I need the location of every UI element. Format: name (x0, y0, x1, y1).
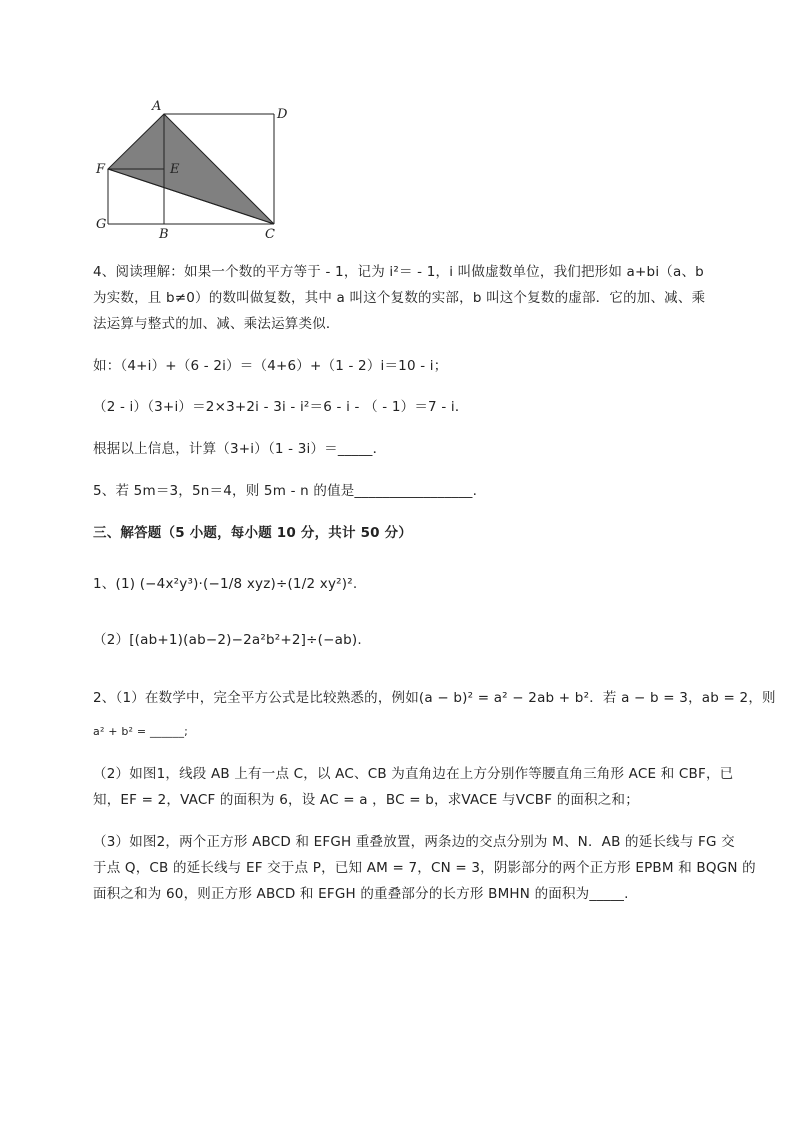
label-g: G (96, 217, 107, 232)
problem-1-part-1: 1、(1) (−4x²y³)·(−1/8 xyz)÷(1/2 xy²)². (93, 576, 358, 592)
q4-question: 根据以上信息，计算（3+i）（1 - 3i）＝_____． (93, 441, 387, 457)
label-a: A (152, 99, 162, 114)
q5-question: 5、若 5m＝3，5n＝4，则 5m - n 的值是_________________. (93, 483, 478, 499)
label-d: D (277, 107, 288, 122)
label-c: C (265, 227, 275, 242)
problem-2-line-1: 2、（1）在数学中，完全平方公式是比较熟悉的，例如(a − b)² = a² − 2ab + b²．若 a − b = 3，ab = 2，则 (93, 690, 776, 706)
geometry-figure (88, 92, 298, 242)
section-3-heading: 三、解答题（5 小题，每小题 10 分，共计 50 分） (93, 525, 413, 541)
problem-1-part-2: （2）[(ab+1)(ab−2)−2a²b²+2]÷(−ab). (93, 632, 362, 648)
q4-line-1: 4、阅读理解：如果一个数的平方等于 - 1，记为 i²＝ - 1，i 叫做虚数单位，我们把形如 a+bi（a、b (93, 264, 704, 280)
problem-2-line-2: a² + b² = ______; (93, 725, 189, 738)
problem-2-line-3: （2）如图1，线段 AB 上有一点 C，以 AC、CB 为直角边在上方分别作等腰直角三角形 ACE 和 CBF，已 (93, 766, 734, 782)
problem-2-line-6: 于点 Q，CB 的延长线与 EF 交于点 P，已知 AM = 7，CN = 3，阴影部分的两个正方形 EPBM 和 BQGN 的 (93, 860, 756, 876)
problem-2-line-5: （3）如图2，两个正方形 ABCD 和 EFGH 重叠放置，两条边的交点分别为 M、N．AB 的延长线与 FG 交 (93, 834, 735, 850)
q4-example-1: 如：（4+i）+（6 - 2i）＝（4+6）+（1 - 2）i＝10 - i； (93, 358, 448, 374)
label-b: B (159, 227, 169, 242)
problem-2-line-4: 知，EF = 2，VACF 的面积为 6，设 AC = a ，BC = b，求VACE 与VCBF 的面积之和； (93, 792, 639, 808)
q4-line-2: 为实数，且 b≠0）的数叫做复数，其中 a 叫这个复数的实部，b 叫这个复数的虚部．它的加、减、乘 (93, 290, 706, 306)
label-f: F (96, 162, 106, 177)
label-e: E (170, 162, 180, 177)
q4-line-3: 法运算与整式的加、减、乘法运算类似． (93, 316, 340, 332)
problem-2-line-7: 面积之和为 60，则正方形 ABCD 和 EFGH 的重叠部分的长方形 BMHN 的面积为_____. (93, 886, 629, 902)
q4-example-2: （2 - i）（3+i）＝2×3+2i - 3i - i²＝6 - i - （ - 1）＝7 - i． (93, 399, 469, 415)
